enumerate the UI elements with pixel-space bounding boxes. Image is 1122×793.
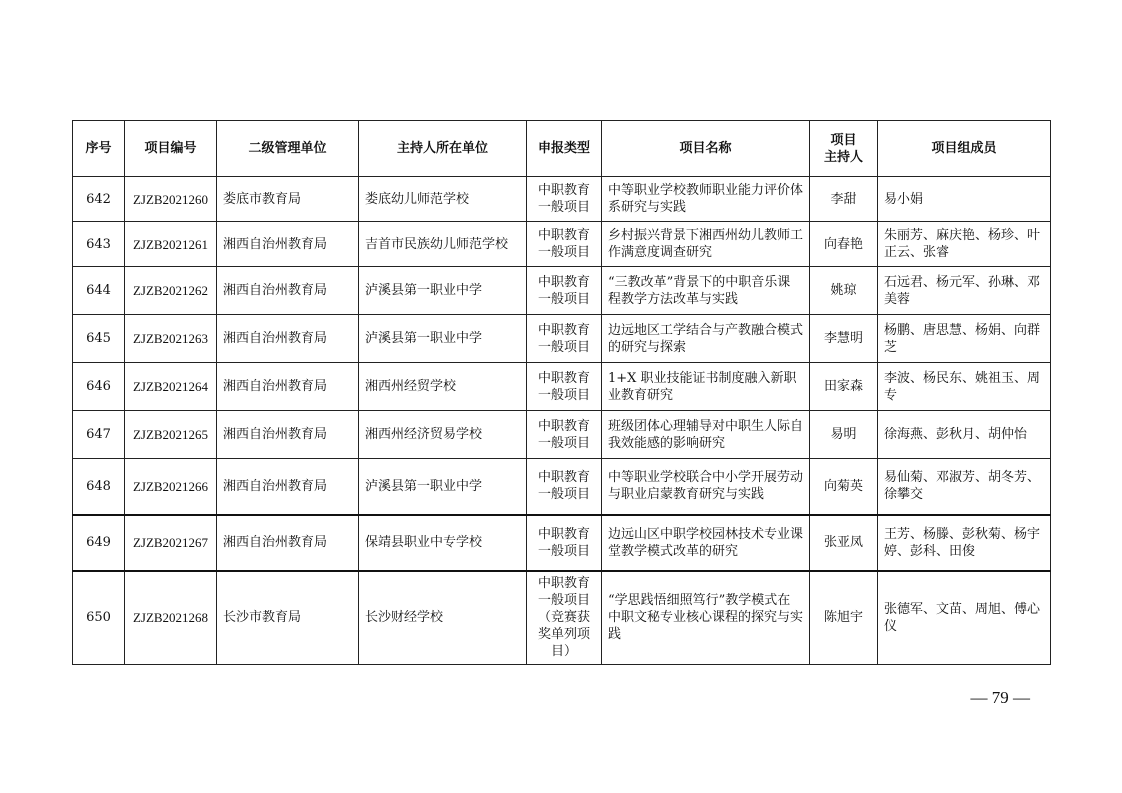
header-cell-members: 项目组成员 [878,121,1051,177]
cell-project-members: 易仙菊、邓淑芳、胡冬芳、徐攀交 [878,459,1051,515]
cell-declaration-type: 中职教育 一般项目 （竞赛获 奖单列项 目） [527,571,602,665]
cell-project-members: 徐海燕、彭秋月、胡仲怡 [878,411,1051,459]
header-cell-no: 序号 [73,121,125,177]
cell-project-name: “三教改革”背景下的中职音乐课程教学方法改革与实践 [602,267,810,315]
table-body [73,177,1051,665]
cell-project-name: 1+X 职业技能证书制度融入新职业教育研究 [602,363,810,411]
project-table [72,120,1051,665]
cell-project-name: “学思践悟细照笃行”教学模式在中职文秘专业核心课程的探究与实践 [602,571,810,665]
cell-project-code: ZJZB2021266 [125,459,217,515]
cell-row-number: 646 [73,363,125,411]
cell-row-number: 649 [73,515,125,571]
cell-project-members: 王芳、杨滕、彭秋菊、杨宇婷、彭科、田俊 [878,515,1051,571]
cell-row-number: 642 [73,177,125,222]
cell-declaration-type: 中职教育 一般项目 [527,177,602,222]
cell-project-code: ZJZB2021265 [125,411,217,459]
cell-project-code: ZJZB2021261 [125,222,217,267]
table-row [73,267,1051,315]
cell-row-number: 648 [73,459,125,515]
cell-project-host: 陈旭宇 [810,571,878,665]
page-number: — 79 — [970,688,1030,707]
cell-host-unit: 泸溪县第一职业中学 [359,267,527,315]
cell-host-unit: 湘西州经济贸易学校 [359,411,527,459]
cell-project-members: 易小娟 [878,177,1051,222]
table-row [73,363,1051,411]
header-cell-type: 申报类型 [527,121,602,177]
cell-project-host: 李慧明 [810,315,878,363]
cell-project-host: 田家森 [810,363,878,411]
cell-project-host: 向春艳 [810,222,878,267]
cell-project-code: ZJZB2021264 [125,363,217,411]
header-cell-unit: 二级管理单位 [217,121,359,177]
cell-project-host: 向菊英 [810,459,878,515]
cell-project-members: 杨鹏、唐思慧、杨娟、向群芝 [878,315,1051,363]
header-cell-host: 项目 主持人 [810,121,878,177]
cell-row-number: 644 [73,267,125,315]
cell-project-host: 张亚凤 [810,515,878,571]
cell-management-unit: 湘西自治州教育局 [217,222,359,267]
cell-host-unit: 娄底幼儿师范学校 [359,177,527,222]
cell-row-number: 650 [73,571,125,665]
cell-row-number: 645 [73,315,125,363]
table-row [73,411,1051,459]
cell-project-code: ZJZB2021268 [125,571,217,665]
cell-project-members: 朱丽芳、麻庆艳、杨珍、叶正云、张睿 [878,222,1051,267]
cell-declaration-type: 中职教育 一般项目 [527,315,602,363]
table-row [73,177,1051,222]
cell-row-number: 643 [73,222,125,267]
table-row [73,222,1051,267]
cell-project-name: 中等职业学校联合中小学开展劳动与职业启蒙教育研究与实践 [602,459,810,515]
cell-row-number: 647 [73,411,125,459]
cell-management-unit: 湘西自治州教育局 [217,363,359,411]
cell-project-members: 石远君、杨元军、孙琳、邓美蓉 [878,267,1051,315]
cell-management-unit: 湘西自治州教育局 [217,515,359,571]
cell-declaration-type: 中职教育 一般项目 [527,267,602,315]
cell-project-name: 班级团体心理辅导对中职生人际自我效能感的影响研究 [602,411,810,459]
cell-declaration-type: 中职教育 一般项目 [527,363,602,411]
cell-declaration-type: 中职教育 一般项目 [527,222,602,267]
cell-host-unit: 保靖县职业中专学校 [359,515,527,571]
header-cell-code: 项目编号 [125,121,217,177]
cell-management-unit: 湘西自治州教育局 [217,315,359,363]
cell-project-code: ZJZB2021260 [125,177,217,222]
cell-management-unit: 娄底市教育局 [217,177,359,222]
cell-host-unit: 长沙财经学校 [359,571,527,665]
cell-declaration-type: 中职教育 一般项目 [527,411,602,459]
cell-project-name: 中等职业学校教师职业能力评价体系研究与实践 [602,177,810,222]
table-row [73,459,1051,515]
cell-management-unit: 湘西自治州教育局 [217,411,359,459]
cell-project-members: 张德军、文苗、周旭、傅心仪 [878,571,1051,665]
table-row [73,571,1051,665]
table-row [73,315,1051,363]
cell-management-unit: 湘西自治州教育局 [217,267,359,315]
cell-project-name: 边远山区中职学校园林技术专业课堂教学模式改革的研究 [602,515,810,571]
cell-project-code: ZJZB2021262 [125,267,217,315]
table-row [73,515,1051,571]
cell-project-host: 姚琼 [810,267,878,315]
cell-declaration-type: 中职教育 一般项目 [527,459,602,515]
cell-management-unit: 长沙市教育局 [217,571,359,665]
cell-project-name: 乡村振兴背景下湘西州幼儿教师工作满意度调查研究 [602,222,810,267]
cell-project-code: ZJZB2021267 [125,515,217,571]
cell-project-code: ZJZB2021263 [125,315,217,363]
cell-host-unit: 吉首市民族幼儿师范学校 [359,222,527,267]
cell-host-unit: 泸溪县第一职业中学 [359,315,527,363]
header-row [73,121,1051,177]
cell-host-unit: 湘西州经贸学校 [359,363,527,411]
cell-declaration-type: 中职教育 一般项目 [527,515,602,571]
cell-project-host: 易明 [810,411,878,459]
header-cell-name: 项目名称 [602,121,810,177]
header-cell-host-unit: 主持人所在单位 [359,121,527,177]
cell-project-name: 边远地区工学结合与产教融合模式的研究与探索 [602,315,810,363]
cell-management-unit: 湘西自治州教育局 [217,459,359,515]
cell-host-unit: 泸溪县第一职业中学 [359,459,527,515]
cell-project-host: 李甜 [810,177,878,222]
cell-project-members: 李波、杨民东、姚祖玉、周专 [878,363,1051,411]
